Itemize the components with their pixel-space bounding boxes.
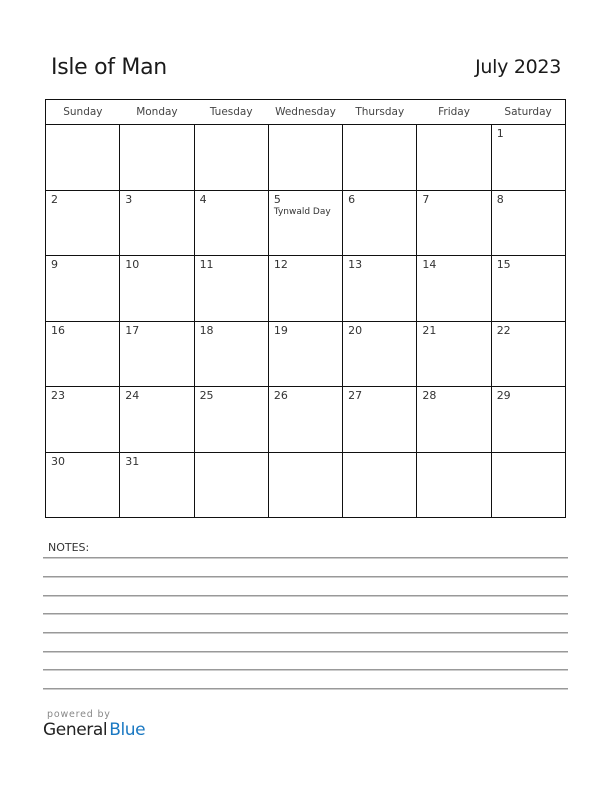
day-cell xyxy=(417,256,491,322)
day-number: 5 xyxy=(273,192,281,206)
day-cell xyxy=(46,190,120,256)
day-number: 16 xyxy=(51,323,65,337)
note-line xyxy=(43,557,568,559)
day-cell xyxy=(120,190,194,256)
week-row xyxy=(46,387,566,453)
day-number: 7 xyxy=(422,192,430,206)
day-cell xyxy=(46,387,120,453)
day-number: 3 xyxy=(125,192,133,206)
powered-by-text: powered by xyxy=(47,709,111,720)
day-cell xyxy=(343,387,417,453)
day-cell xyxy=(194,452,268,518)
week-row xyxy=(46,452,566,518)
day-cell xyxy=(194,387,268,453)
day-cell xyxy=(194,190,268,256)
day-cell xyxy=(491,190,565,256)
day-cell xyxy=(417,452,491,518)
day-cell xyxy=(491,125,565,191)
day-number xyxy=(195,453,268,456)
note-line xyxy=(43,669,568,671)
generalblue-logo xyxy=(43,720,145,740)
weekday-tuesday: Tuesday xyxy=(194,100,268,125)
day-number: 9 xyxy=(51,258,58,271)
day-cell xyxy=(194,321,268,387)
day-cell xyxy=(343,190,417,256)
day-number: 20 xyxy=(348,323,363,337)
day-number xyxy=(195,125,268,128)
brand-blue: Blue xyxy=(109,720,146,740)
note-line xyxy=(43,632,568,634)
day-number: 2 xyxy=(51,192,58,206)
day-number xyxy=(417,453,490,456)
day-number: 21 xyxy=(422,323,437,337)
note-line xyxy=(43,651,568,653)
day-number: 11 xyxy=(199,258,214,271)
note-line xyxy=(43,576,568,578)
day-number xyxy=(269,125,342,128)
day-number xyxy=(269,453,342,456)
day-cell xyxy=(343,256,417,322)
calendar-grid xyxy=(45,99,566,518)
day-number: 26 xyxy=(273,389,288,402)
day-number: 8 xyxy=(496,192,504,206)
day-cell xyxy=(491,321,565,387)
day-cell xyxy=(194,256,268,322)
note-line xyxy=(43,688,568,690)
holiday-event: Tynwald Day xyxy=(273,206,331,217)
weekday-thursday: Thursday xyxy=(343,100,417,125)
day-cell xyxy=(120,125,194,191)
day-number xyxy=(417,125,490,128)
week-row xyxy=(46,256,566,322)
day-cell xyxy=(343,321,417,387)
day-cell xyxy=(268,190,342,256)
notes-label: NOTES: xyxy=(48,541,90,554)
day-number: 12 xyxy=(273,258,288,271)
day-number xyxy=(46,125,119,128)
day-number: 18 xyxy=(199,323,214,337)
day-number xyxy=(492,453,565,456)
day-cell xyxy=(194,125,268,191)
week-row xyxy=(46,190,566,256)
day-cell xyxy=(417,125,491,191)
day-number: 4 xyxy=(199,192,207,206)
day-cell xyxy=(268,125,342,191)
day-cell xyxy=(491,256,565,322)
day-cell xyxy=(46,125,120,191)
day-number: 22 xyxy=(496,323,511,337)
weekday-sunday: Sunday xyxy=(46,100,120,125)
day-cell xyxy=(46,256,120,322)
day-cell xyxy=(343,452,417,518)
day-number: 15 xyxy=(496,258,511,271)
calendar-title: Isle of Man xyxy=(51,55,167,80)
day-number: 30 xyxy=(51,454,65,468)
day-number: 24 xyxy=(125,389,140,402)
day-number xyxy=(120,125,193,128)
day-number: 31 xyxy=(125,454,140,468)
day-cell xyxy=(120,321,194,387)
day-number: 14 xyxy=(422,258,437,271)
day-number: 19 xyxy=(273,323,288,337)
weekday-friday: Friday xyxy=(417,100,491,125)
weekday-saturday: Saturday xyxy=(491,100,565,125)
day-number xyxy=(343,453,416,456)
weekday-header-row xyxy=(46,100,566,125)
day-cell xyxy=(120,256,194,322)
day-cell xyxy=(268,256,342,322)
week-row xyxy=(46,321,566,387)
day-cell xyxy=(417,190,491,256)
day-number: 28 xyxy=(422,389,437,402)
day-number: 27 xyxy=(348,389,363,402)
day-number: 29 xyxy=(496,389,511,402)
day-cell xyxy=(417,387,491,453)
day-cell xyxy=(120,387,194,453)
day-cell xyxy=(491,452,565,518)
day-cell xyxy=(268,452,342,518)
weekday-monday: Monday xyxy=(120,100,194,125)
note-line xyxy=(43,613,568,615)
calendar-month: July 2023 xyxy=(475,56,561,78)
day-cell xyxy=(268,387,342,453)
day-cell xyxy=(343,125,417,191)
day-cell xyxy=(417,321,491,387)
day-number: 25 xyxy=(199,389,214,402)
weekday-wednesday: Wednesday xyxy=(268,100,342,125)
day-cell xyxy=(491,387,565,453)
day-number: 13 xyxy=(348,258,363,271)
day-number: 23 xyxy=(51,389,65,402)
day-number: 1 xyxy=(496,127,504,140)
day-cell xyxy=(46,452,120,518)
note-line xyxy=(43,595,568,597)
day-number: 10 xyxy=(125,258,140,271)
day-cell xyxy=(268,321,342,387)
day-number: 17 xyxy=(125,323,140,337)
brand-general: General xyxy=(43,720,108,740)
day-cell xyxy=(120,452,194,518)
day-cell xyxy=(46,321,120,387)
day-number: 6 xyxy=(348,192,356,206)
day-number xyxy=(343,125,416,128)
week-row xyxy=(46,125,566,191)
